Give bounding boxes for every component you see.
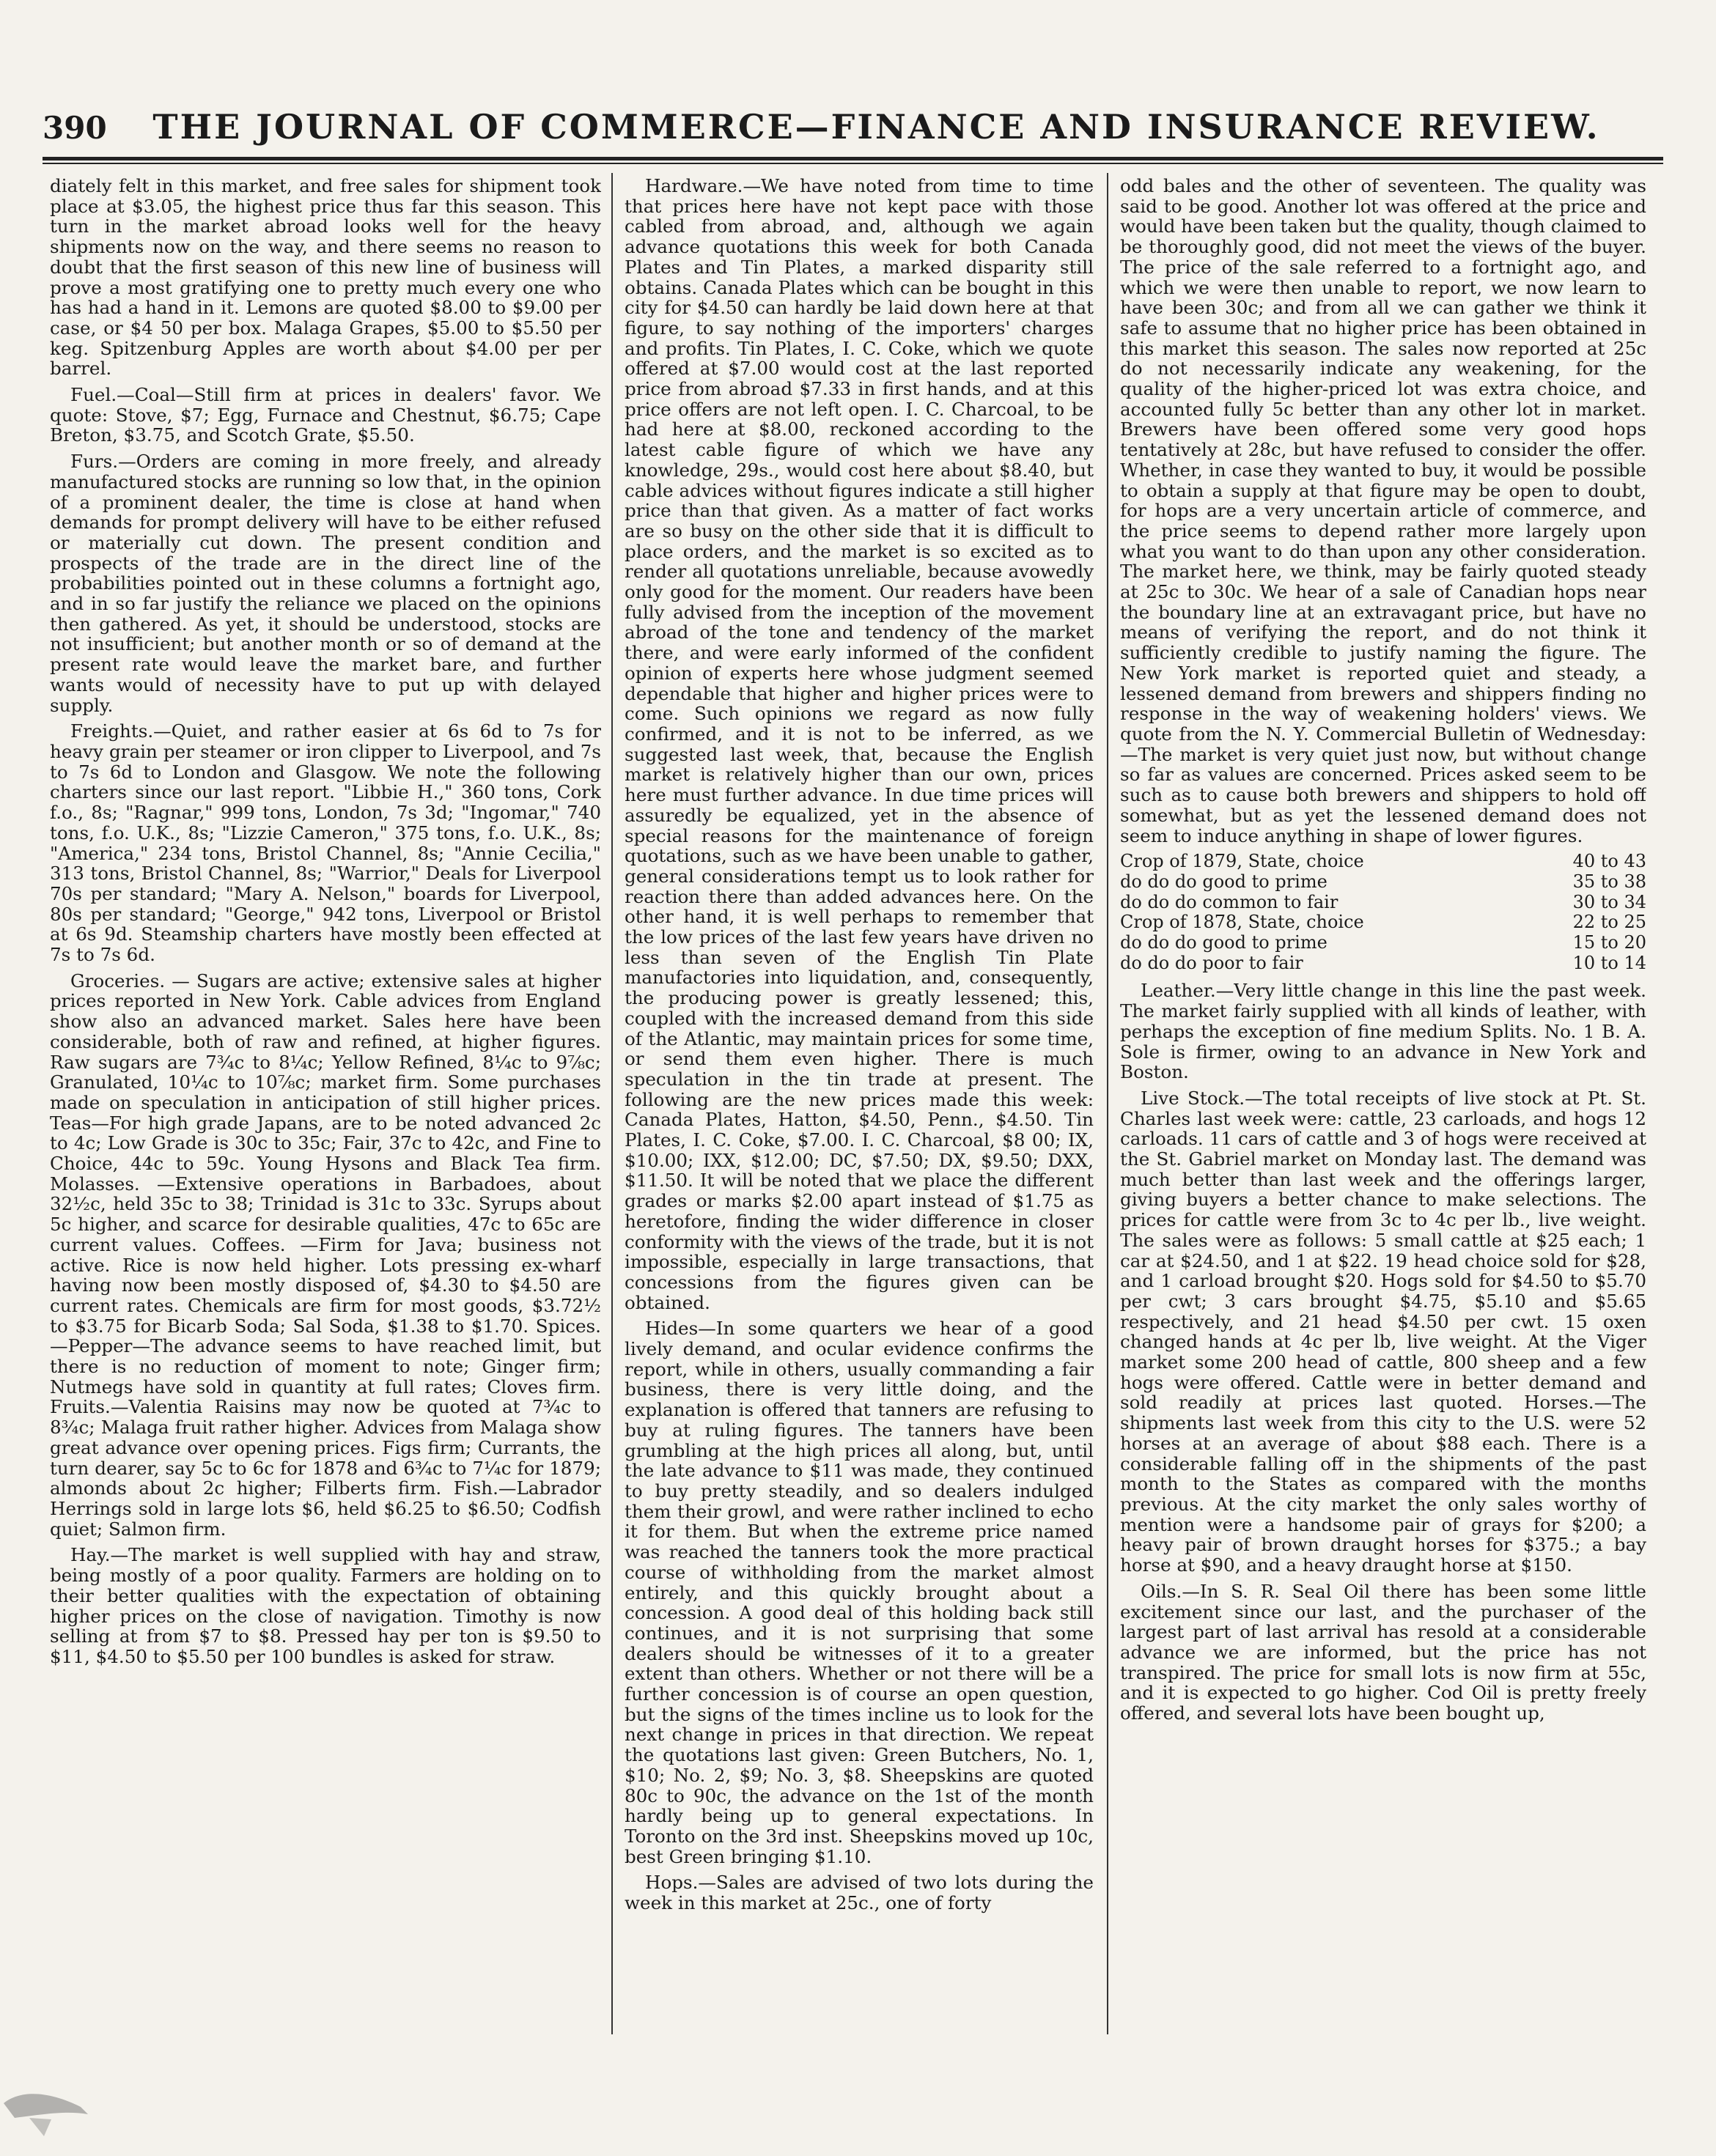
table-row-label: do do do poor to fair	[1120, 953, 1303, 973]
hops-paragraph-continued: odd bales and the other of seventeen. The quality was said to be good. Another lot was offered at the price and would have been taken but the quality, though claimed to be thoroughly good, did not meet the views of the buyer. The price of the sale referred to a fortnight ago, and which we were then unable to report, we now learn to have been 30c; and from all we can gather we think it safe to assume that no higher price has been obtained in this market this season. The sales now reported at 25c do not necessarily indicate any weakening, for the quality of the higher-priced lot was extra choice, and accounted fully 5c better than any other lot in market. Brewers have been offered some very good hops tentatively at 28c, but have refused to consider the offer. Whether, in case they wanted to buy, it would be possible to obtain a supply at that figure may be open to doubt, for hops are a very uncertain article of commerce, and the price seems to depend rather more largely upon what you want to do than upon any other consideration. The market here, we think, may be fairly quoted steady at 25c to 30c. We hear of a sale of Canadian hops near the boundary line at an extravagant price, but have no means of verifying the report, and do not think it sufficiently credible to justify naming the figure. The New York market is reported quiet and steady, a lessened demand from brewers and shippers finding no response in the way of weakening holders' views. We quote from the N. Y. Commercial Bulletin of Wednesday:—The market is very quiet just now, but without change so far as values are concerned. Prices asked seem to be such as to cause both brewers and shippers to hold off somewhat, but as yet the lessened demand does not seem to induce anything in shape of lower figures.	[1120, 176, 1646, 846]
table-row-value: 15 to 20	[1572, 932, 1646, 953]
table-row-label: do do do good to prime	[1120, 871, 1327, 892]
table-row-label: do do do common to fair	[1120, 892, 1338, 912]
page-number: 390	[43, 110, 107, 146]
table-row-label: Crop of 1879, State, choice	[1120, 852, 1364, 872]
column-1	[50, 176, 601, 2030]
fuel-paragraph: Fuel.—Coal—Still firm at prices in dealers' favor. We quote: Stove, $7; Egg, Furnace and Chestnut, $6.75; Cape Breton, $3.75, and Scotch Grate, $5.50.	[50, 384, 601, 446]
table-row-label: do do do good to prime	[1120, 933, 1327, 953]
column-3	[1120, 176, 1646, 2030]
table-row	[1120, 893, 1646, 913]
table-row-value: 40 to 43	[1572, 851, 1646, 872]
table-row-value: 35 to 38	[1572, 871, 1646, 892]
hops-paragraph: Hops.—Sales are advised of two lots during the week in this market at 25c., one of forty	[625, 1872, 1094, 1914]
ink-smudge	[0, 2074, 95, 2140]
table-row-label: Crop of 1878, State, choice	[1120, 912, 1364, 933]
column-2	[625, 176, 1094, 2030]
hops-price-table	[1120, 852, 1646, 973]
hides-paragraph: Hides—In some quarters we hear of a good lively demand, and ocular evidence confirms the report, while in others, usually commanding a fair business, there is very little doing, and the explanation is offered that tanners are refusing to buy at ruling figures. The tanners have been grumbling at the high prices all along, but, until the late advance to $11 was made, they continued to buy pretty steadily, and so dealers indulged them their growl, and were rather inclined to echo it for them. But when the extreme price named was reached the tanners took the more practical course of withholding from the market almost entirely, and this quickly brought about a concession. A good deal of this holding back still continues, and it is not surprising that some dealers should be witnesses of it to a greater extent than others. Whether or not there will be a further concession is of course an open question, but the signs of the times incline us to look for the next change in prices in that direction. We repeat the quotations last given: Green Butchers, No. 1, $10; No. 2, $9; No. 3, $8. Sheepskins are quoted 80c to 90c, the advance on the 1st of the month hardly being up to general expectations. In Toronto on the 3rd inst. Sheepskins moved up 10c, best Green bringing $1.10.	[625, 1318, 1094, 1867]
table-row	[1120, 912, 1646, 933]
table-row-value: 10 to 14	[1572, 952, 1646, 973]
table-row	[1120, 933, 1646, 953]
table-row	[1120, 953, 1646, 974]
table-row-value: 30 to 34	[1572, 891, 1646, 912]
header-rule-thin	[43, 163, 1663, 164]
table-row-value: 22 to 25	[1572, 912, 1646, 933]
furs-paragraph: Furs.—Orders are coming in more freely, and already manufactured stocks are running so low that, in the opinion of a prominent dealer, the time is close at hand when demands for prompt delivery will have to be either refused or materially cut down. The present condition and prospects of the trade are in the direct line of the probabilities pointed out in these columns a fortnight ago, and in so far justify the reliance we placed on the opinions then gathered. As yet, it should be understood, stocks are not insufficient; but another month or so of demand at the present rate would leave the market bare, and further wants would of necessity have to put up with delayed supply.	[50, 451, 601, 716]
column-divider-right	[1107, 173, 1108, 2034]
freights-paragraph: Freights.—Quiet, and rather easier at 6s 6d to 7s for heavy grain per steamer or iron clipper to Liverpool, and 7s to 7s 6d to London and Glasgow. We note the following charters since our last report. "Libbie H.," 360 tons, Cork f.o., 8s; "Ragnar," 999 tons, London, 7s 3d; "Ingomar," 740 tons, f.o. U.K., 8s; "Lizzie Cameron," 375 tons, f.o. U.K., 8s; "America," 234 tons, Bristol Channel, 8s; "Annie Cecilia," 313 tons, Bristol Channel, 8s; "Warrior," Deals for Liverpool 70s per standard; "Mary A. Nelson," boards for Liverpool, 80s per standard; "George," 942 tons, Liverpool or Bristol at 6s 9d. Steamship charters have mostly been effected at 7s to 7s 6d.	[50, 720, 601, 966]
leather-paragraph: Leather.—Very little change in this line the past week. The market fairly supplied with all kinds of leather, with perhaps the exception of fine medium Splits. No. 1 B. A. Sole is firmer, owing to an advance in New York and Boston.	[1120, 980, 1646, 1083]
hay-paragraph: Hay.—The market is well supplied with hay and straw, being mostly of a poor quality. Farmers are holding on to their better qualities with the expectation of obtaining higher prices on the close of navigation. Timothy is now selling at from $7 to $8. Pressed hay per ton is $9.50 to $11, $4.50 to $5.50 per 100 bundles is asked for straw.	[50, 1544, 601, 1667]
hardware-paragraph: Hardware.—We have noted from time to time that prices here have not kept pace with those cabled from abroad, and, although we again advance quotations this week for both Canada Plates and Tin Plates, a marked disparity still obtains. Canada Plates which can be bought in this city for $4.50 can hardly be laid down here at that figure, to say nothing of the importers' charges and profits. Tin Plates, I. C. Coke, which we quote offered at $7.00 would cost at the last reported price from abroad $7.33 in first hands, and at this price offers are not left open. I. C. Charcoal, to be had here at $8.00, reckoned according to the latest cable figure of which we have any knowledge, 29s., would cost here about $8.40, but cable advices without figures indicate a still higher price than that given. As a matter of fact works are so busy on the other side that it is difficult to place orders, and the market is so excited as to render all quotations unreliable, because avowedly only good for the moment. Our readers have been fully advised from the inception of the movement abroad of the tone and tendency of the market there, and were early informed of the confident opinion of experts here whose judgment seemed dependable that higher and higher prices were to come. Such opinions we regard as now fully confirmed, and it is not to be inferred, as we suggested last week, that, because the English market is relatively higher than our own, prices here must further advance. In due time prices will assuredly be equalized, yet in the absence of special reasons for the maintenance of foreign quotations, such as we have been unable to gather, general considerations tempt us to look rather for reaction there than added advances here. On the other hand, it is well perhaps to remember that the low prices of the last few years have driven no less than seven of the English Tin Plate manufactories into liquidation, and, consequently, the producing power is greatly lessened; this, coupled with the increased demand from this side of the Atlantic, may maintain prices for some time, or send them even higher. There is much speculation in the tin trade at present. The following are the new prices made this week: Canada Plates, Hatton, $4.50, Penn., $4.50. Tin Plates, I. C. Coke, $7.00. I. C. Charcoal, $8 00; IX, $10.00; IXX, $12.00; DC, $7.50; DX, $9.50; DXX, $11.50. It will be noted that we place the different grades or marks $2.00 apart instead of $1.75 as heretofore, finding the wider difference in closer conformity with the views of the trade, but it is not impossible, especially in large transactions, that concessions from the figures given can be obtained.	[625, 176, 1094, 1313]
table-row	[1120, 872, 1646, 893]
oils-paragraph: Oils.—In S. R. Seal Oil there has been some little excitement since our last, and the purchaser of the largest part of last arrival has resold at a considerable advance we are informed, but the price has not transpired. The price for small lots is now firm at 55c, and it is expected to go higher. Cod Oil is pretty freely offered, and several lots have been bought up,	[1120, 1580, 1646, 1724]
fruit-paragraph-continued: diately felt in this market, and free sales for shipment took place at $3.05, the highest price thus far this season. This turn in the market abroad looks well for the heavy shipments now on the way, and there seems no reason to doubt that the first season of this new line of business will prove a most gratifying one to pretty much every one who has had a hand in it. Lemons are quoted $8.00 to $9.00 per case, or $4 50 per box. Malaga Grapes, $5.00 to $5.50 per keg. Spitzenburg Apples are worth about $4.00 per per barrel.	[50, 176, 601, 380]
column-divider-left	[611, 173, 613, 2034]
live-stock-paragraph: Live Stock.—The total receipts of live stock at Pt. St. Charles last week were: cattle, 23 carloads, and hogs 12 carloads. 11 cars of cattle and 3 of hogs were received at the St. Gabriel market on Monday last. The demand was much better than last week and the offerings larger, giving buyers a better chance to make selections. The prices for cattle were from 3c to 4c per lb., live weight. The sales were as follows: 5 small cattle at $25 each; 1 car at $24.50, and 1 at $22. 19 head choice sold for $28, and 1 carload brought $20. Hogs sold for $4.50 to $5.70 per cwt; 3 cars brought $4.75, $5.10 and $5.65 respectively, and 21 head $4.50 per cwt. 15 oxen changed hands at 4c per lb, live weight. At the Viger market some 200 head of cattle, 800 sheep and a few hogs were offered. Cattle were in better demand and sold readily at prices last quoted. Horses.—The shipments last week from this city to the U.S. were 52 horses at an average of about $88 each. There is a considerable falling off in the shipments of the past month to the States as compared with the months previous. At the city market the only sales worthy of mention were a handsome pair of grays for $200; a heavy pair of brown draught horses for $375.; a bay horse at $90, and a heavy draught horse at $150.	[1120, 1087, 1646, 1576]
masthead-title: THE JOURNAL OF COMMERCE—FINANCE AND INSURANCE REVIEW.	[152, 107, 1600, 147]
table-row	[1120, 852, 1646, 872]
header-rule-thick	[43, 157, 1663, 160]
groceries-paragraph: Groceries. — Sugars are active; extensive sales at higher prices reported in New York. Cable advices from England show also an advanced market. Sales here have been considerable, both of raw and refined, at higher figures. Raw sugars are 7¾c to 8¼c; Yellow Refined, 8¼c to 9⅞c; Granulated, 10¼c to 10⅞c; market firm. Some purchases made on speculation in anticipation of still higher prices. Teas—For high grade Japans, are to be noted advanced 2c to 4c; Low Grade is 30c to 35c; Fair, 37c to 42c, and Fine to Choice, 44c to 59c. Young Hysons and Black Tea firm. Molasses. —Extensive operations in Barbadoes, about 32½c, held 35c to 38; Trinidad is 31c to 33c. Syrups about 5c higher, and scarce for desirable qualities, 47c to 65c are current values. Coffees. —Firm for Java; business not active. Rice is now held higher. Lots pressing ex-wharf having now been mostly disposed of, $4.30 to $4.50 are current rates. Chemicals are firm for most goods, $3.72½ to $3.75 for Bicarb Soda; Sal Soda, $1.38 to $1.70. Spices.—Pepper—The advance seems to have reached limit, but there is no reduction of moment to note; Ginger firm; Nutmegs have sold in quantity at full rates; Cloves firm. Fruits.—Valentia Raisins may now be quoted at 7¾c to 8¾c; Malaga fruit rather higher. Advices from Malaga show great advance over opening prices. Figs firm; Currants, the turn dearer, say 5c to 6c for 1878 and 6¾c to 7¼c for 1879; almonds about 2c higher; Filberts firm. Fish.—Labrador Herrings sold in large lots $6, held $6.25 to $6.50; Codfish quiet; Salmon firm.	[50, 970, 601, 1540]
